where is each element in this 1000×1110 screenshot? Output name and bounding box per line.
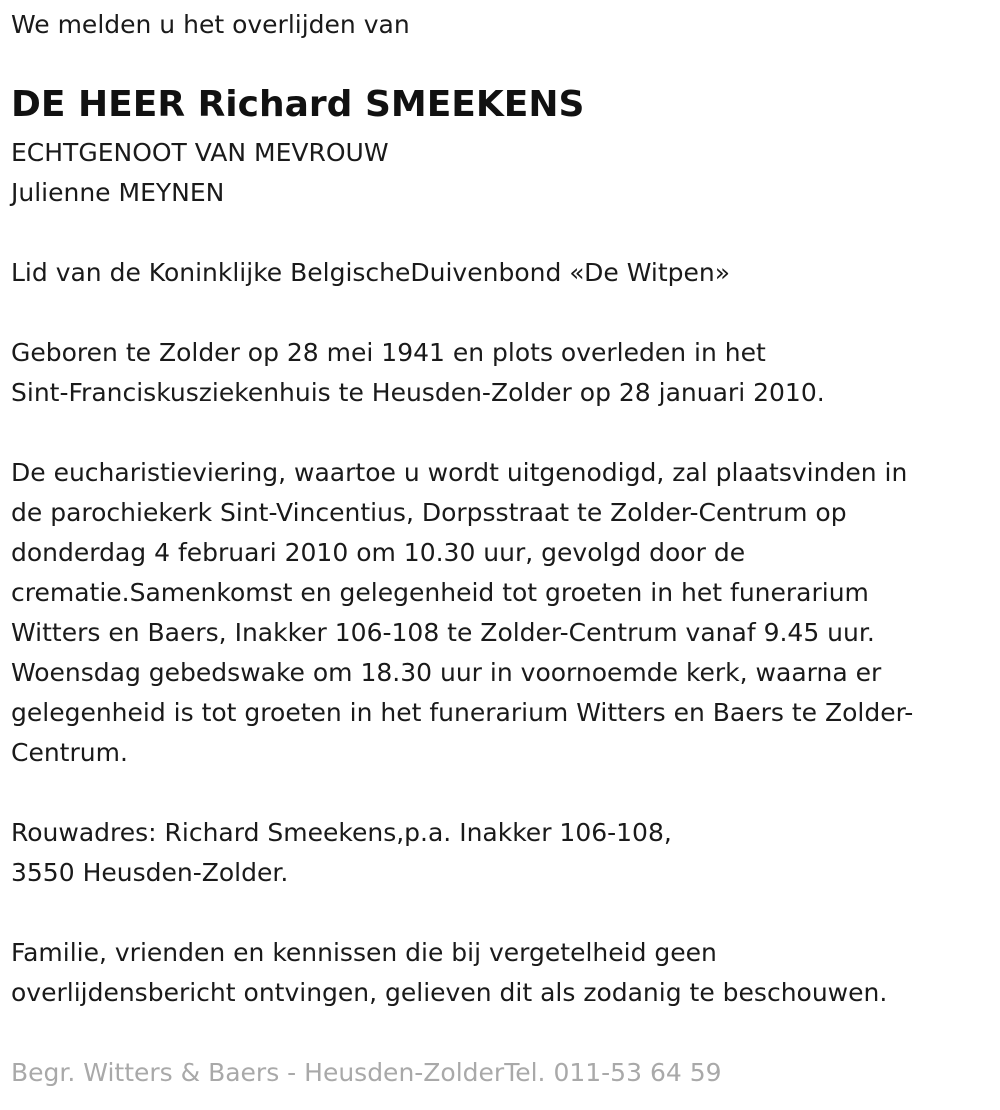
ceremony-line: Woensdag gebedswake om 18.30 uur in voornoemde kerk, waarna er bbox=[11, 658, 882, 687]
birth-death-line: Sint-Franciskusziekenhuis te Heusden-Zolder op 28 januari 2010. bbox=[11, 378, 825, 407]
birth-death-line: Geboren te Zolder op 28 mei 1941 en plots overleden in het bbox=[11, 338, 766, 367]
intro-text: We melden u het overlijden van bbox=[11, 10, 410, 39]
address-line: Rouwadres: Richard Smeekens,p.a. Inakker 106-108, bbox=[11, 818, 672, 847]
spouse-title: ECHTGENOOT VAN MEVROUW bbox=[11, 138, 389, 167]
funeral-home-footer: Begr. Witters & Baers - Heusden-ZolderTel. 011-53 64 59 bbox=[11, 1058, 722, 1087]
ceremony-line: donderdag 4 februari 2010 om 10.30 uur, gevolgd door de bbox=[11, 538, 746, 567]
ceremony-line: Witters en Baers, Inakker 106-108 te Zolder-Centrum vanaf 9.45 uur. bbox=[11, 618, 875, 647]
spouse-name: Julienne MEYNEN bbox=[11, 178, 225, 207]
ceremony-line: de parochiekerk Sint-Vincentius, Dorpsstraat te Zolder-Centrum op bbox=[11, 498, 847, 527]
ceremony-line: crematie.Samenkomst en gelegenheid tot groeten in het funerarium bbox=[11, 578, 869, 607]
address-line: 3550 Heusden-Zolder. bbox=[11, 858, 289, 887]
ceremony-line: Centrum. bbox=[11, 738, 128, 767]
membership-text: Lid van de Koninklijke BelgischeDuivenbond «De Witpen» bbox=[11, 258, 731, 287]
closing-line: overlijdensbericht ontvingen, gelieven dit als zodanig te beschouwen. bbox=[11, 978, 888, 1007]
closing-line: Familie, vrienden en kennissen die bij vergetelheid geen bbox=[11, 938, 717, 967]
ceremony-line: gelegenheid is tot groeten in het funerarium Witters en Baers te Zolder- bbox=[11, 698, 914, 727]
ceremony-line: De eucharistieviering, waartoe u wordt uitgenodigd, zal plaatsvinden in bbox=[11, 458, 908, 487]
deceased-name: DE HEER Richard SMEEKENS bbox=[11, 84, 585, 125]
